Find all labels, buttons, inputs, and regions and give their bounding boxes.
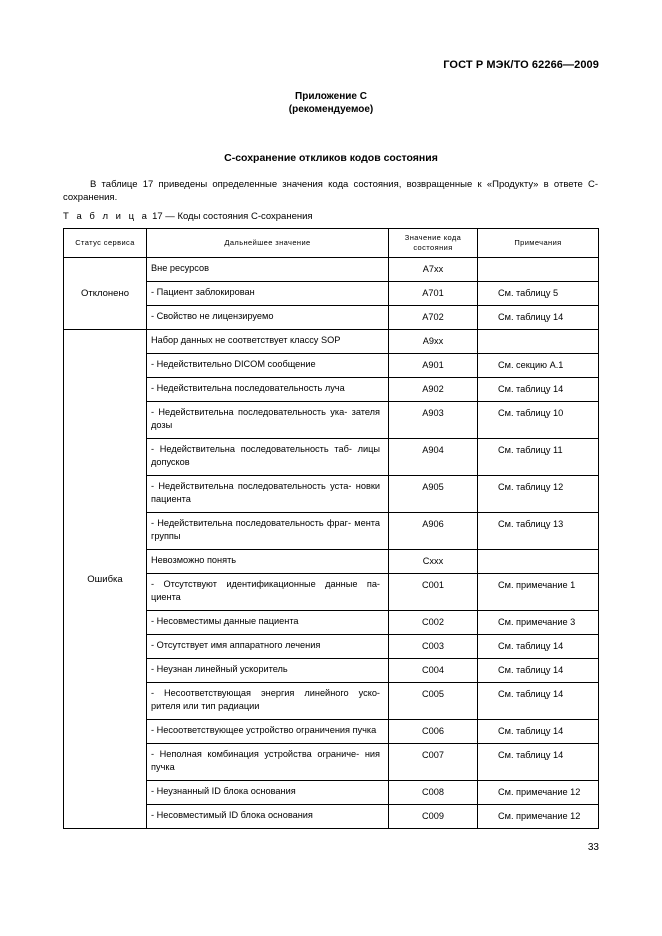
appendix-heading [0, 90, 662, 116]
description-cell: - Несоответствующая энергия линейного уско- рителя или тип радиации [147, 683, 389, 720]
description-cell: Набор данных не соответствует классу SOP [147, 330, 389, 354]
description-cell: - Несовместимый ID блока основания [147, 805, 389, 829]
description-cell: - Недействительна последовательность ука- зателя дозы [147, 402, 389, 439]
description-cell: - Недействительно DICOM сообщение [147, 354, 389, 378]
description-cell: - Несоответствующее устройство ограничения пучка [147, 720, 389, 744]
table-caption-text: 17 — Коды состояния С-сохранения [152, 211, 313, 222]
note-cell: См. таблицу 11 [478, 439, 599, 476]
note-cell: См. таблицу 14 [478, 378, 599, 402]
code-cell: C007 [389, 744, 478, 781]
note-cell [478, 258, 599, 282]
appendix-subtitle: (рекомендуемое) [288, 104, 374, 115]
header-code: Значение кода состояния [389, 229, 478, 258]
code-cell: Cxxx [389, 550, 478, 574]
note-cell: См. примечание 3 [478, 611, 599, 635]
code-cell: C003 [389, 635, 478, 659]
description-cell: - Свойство не лицензируемо [147, 306, 389, 330]
header-note: Примечания [478, 229, 599, 258]
status-codes-table [63, 228, 599, 829]
table-row [64, 330, 599, 354]
code-cell: A903 [389, 402, 478, 439]
code-cell: C005 [389, 683, 478, 720]
description-cell: - Недействительна последовательность уста- новки пациента [147, 476, 389, 513]
note-cell: См. таблицу 14 [478, 635, 599, 659]
note-cell: См. таблицу 12 [478, 476, 599, 513]
code-cell: A701 [389, 282, 478, 306]
code-cell: A902 [389, 378, 478, 402]
header-description: Дальнейшее значение [147, 229, 389, 258]
note-cell: См. таблицу 14 [478, 306, 599, 330]
description-cell: Вне ресурсов [147, 258, 389, 282]
note-cell: См. таблицу 10 [478, 402, 599, 439]
note-cell: См. примечание 12 [478, 781, 599, 805]
intro-paragraph: В таблице 17 приведены определенные значения кода состояния, возвращенные к «Продукту» в ответе С-сохранения. [63, 179, 598, 203]
note-cell: См. примечание 12 [478, 805, 599, 829]
note-cell [478, 550, 599, 574]
code-cell: A905 [389, 476, 478, 513]
table-caption-prefix: Т а б л и ц а [63, 211, 150, 222]
code-cell: C004 [389, 659, 478, 683]
note-cell: См. таблицу 14 [478, 683, 599, 720]
description-cell: - Недействительна последовательность таб- лицы допусков [147, 439, 389, 476]
description-cell: - Неполная комбинация устройства ограниче- ния пучка [147, 744, 389, 781]
code-cell: C006 [389, 720, 478, 744]
code-cell: A7xx [389, 258, 478, 282]
code-cell: A9xx [389, 330, 478, 354]
table-header-row [64, 229, 599, 258]
note-cell [478, 330, 599, 354]
description-cell: - Неузнан линейный ускоритель [147, 659, 389, 683]
note-cell: См. таблицу 14 [478, 659, 599, 683]
note-cell: См. таблицу 14 [478, 744, 599, 781]
table-row [64, 258, 599, 282]
description-cell: - Недействительна последовательность фраг- мента группы [147, 513, 389, 550]
note-cell: См. таблицу 5 [478, 282, 599, 306]
description-cell: - Отсутствует имя аппаратного лечения [147, 635, 389, 659]
description-cell: - Отсутствуют идентификационные данные па- циента [147, 574, 389, 611]
code-cell: A906 [389, 513, 478, 550]
code-cell: A904 [389, 439, 478, 476]
section-title: С-сохранение откликов кодов состояния [224, 152, 438, 164]
header-status: Статус сервиса [64, 229, 147, 258]
standard-header: ГОСТ Р МЭК/ТО 62266—2009 [443, 59, 599, 71]
description-cell: - Недействительна последовательность луча [147, 378, 389, 402]
code-cell: C009 [389, 805, 478, 829]
code-cell: C008 [389, 781, 478, 805]
code-cell: C002 [389, 611, 478, 635]
table-caption [63, 211, 313, 222]
note-cell: См. таблицу 14 [478, 720, 599, 744]
note-cell: См. таблицу 13 [478, 513, 599, 550]
description-cell: - Несовместимы данные пациента [147, 611, 389, 635]
table-body [64, 258, 599, 829]
status-cell: Ошибка [64, 330, 147, 829]
code-cell: A702 [389, 306, 478, 330]
note-cell: См. примечание 1 [478, 574, 599, 611]
status-cell: Отклонено [64, 258, 147, 330]
description-cell: Невозможно понять [147, 550, 389, 574]
code-cell: C001 [389, 574, 478, 611]
code-cell: A901 [389, 354, 478, 378]
description-cell: - Пациент заблокирован [147, 282, 389, 306]
description-cell: - Неузнанный ID блока основания [147, 781, 389, 805]
page-number: 33 [587, 842, 599, 853]
note-cell: См. секцию А.1 [478, 354, 599, 378]
appendix-title: Приложение С [295, 91, 367, 102]
